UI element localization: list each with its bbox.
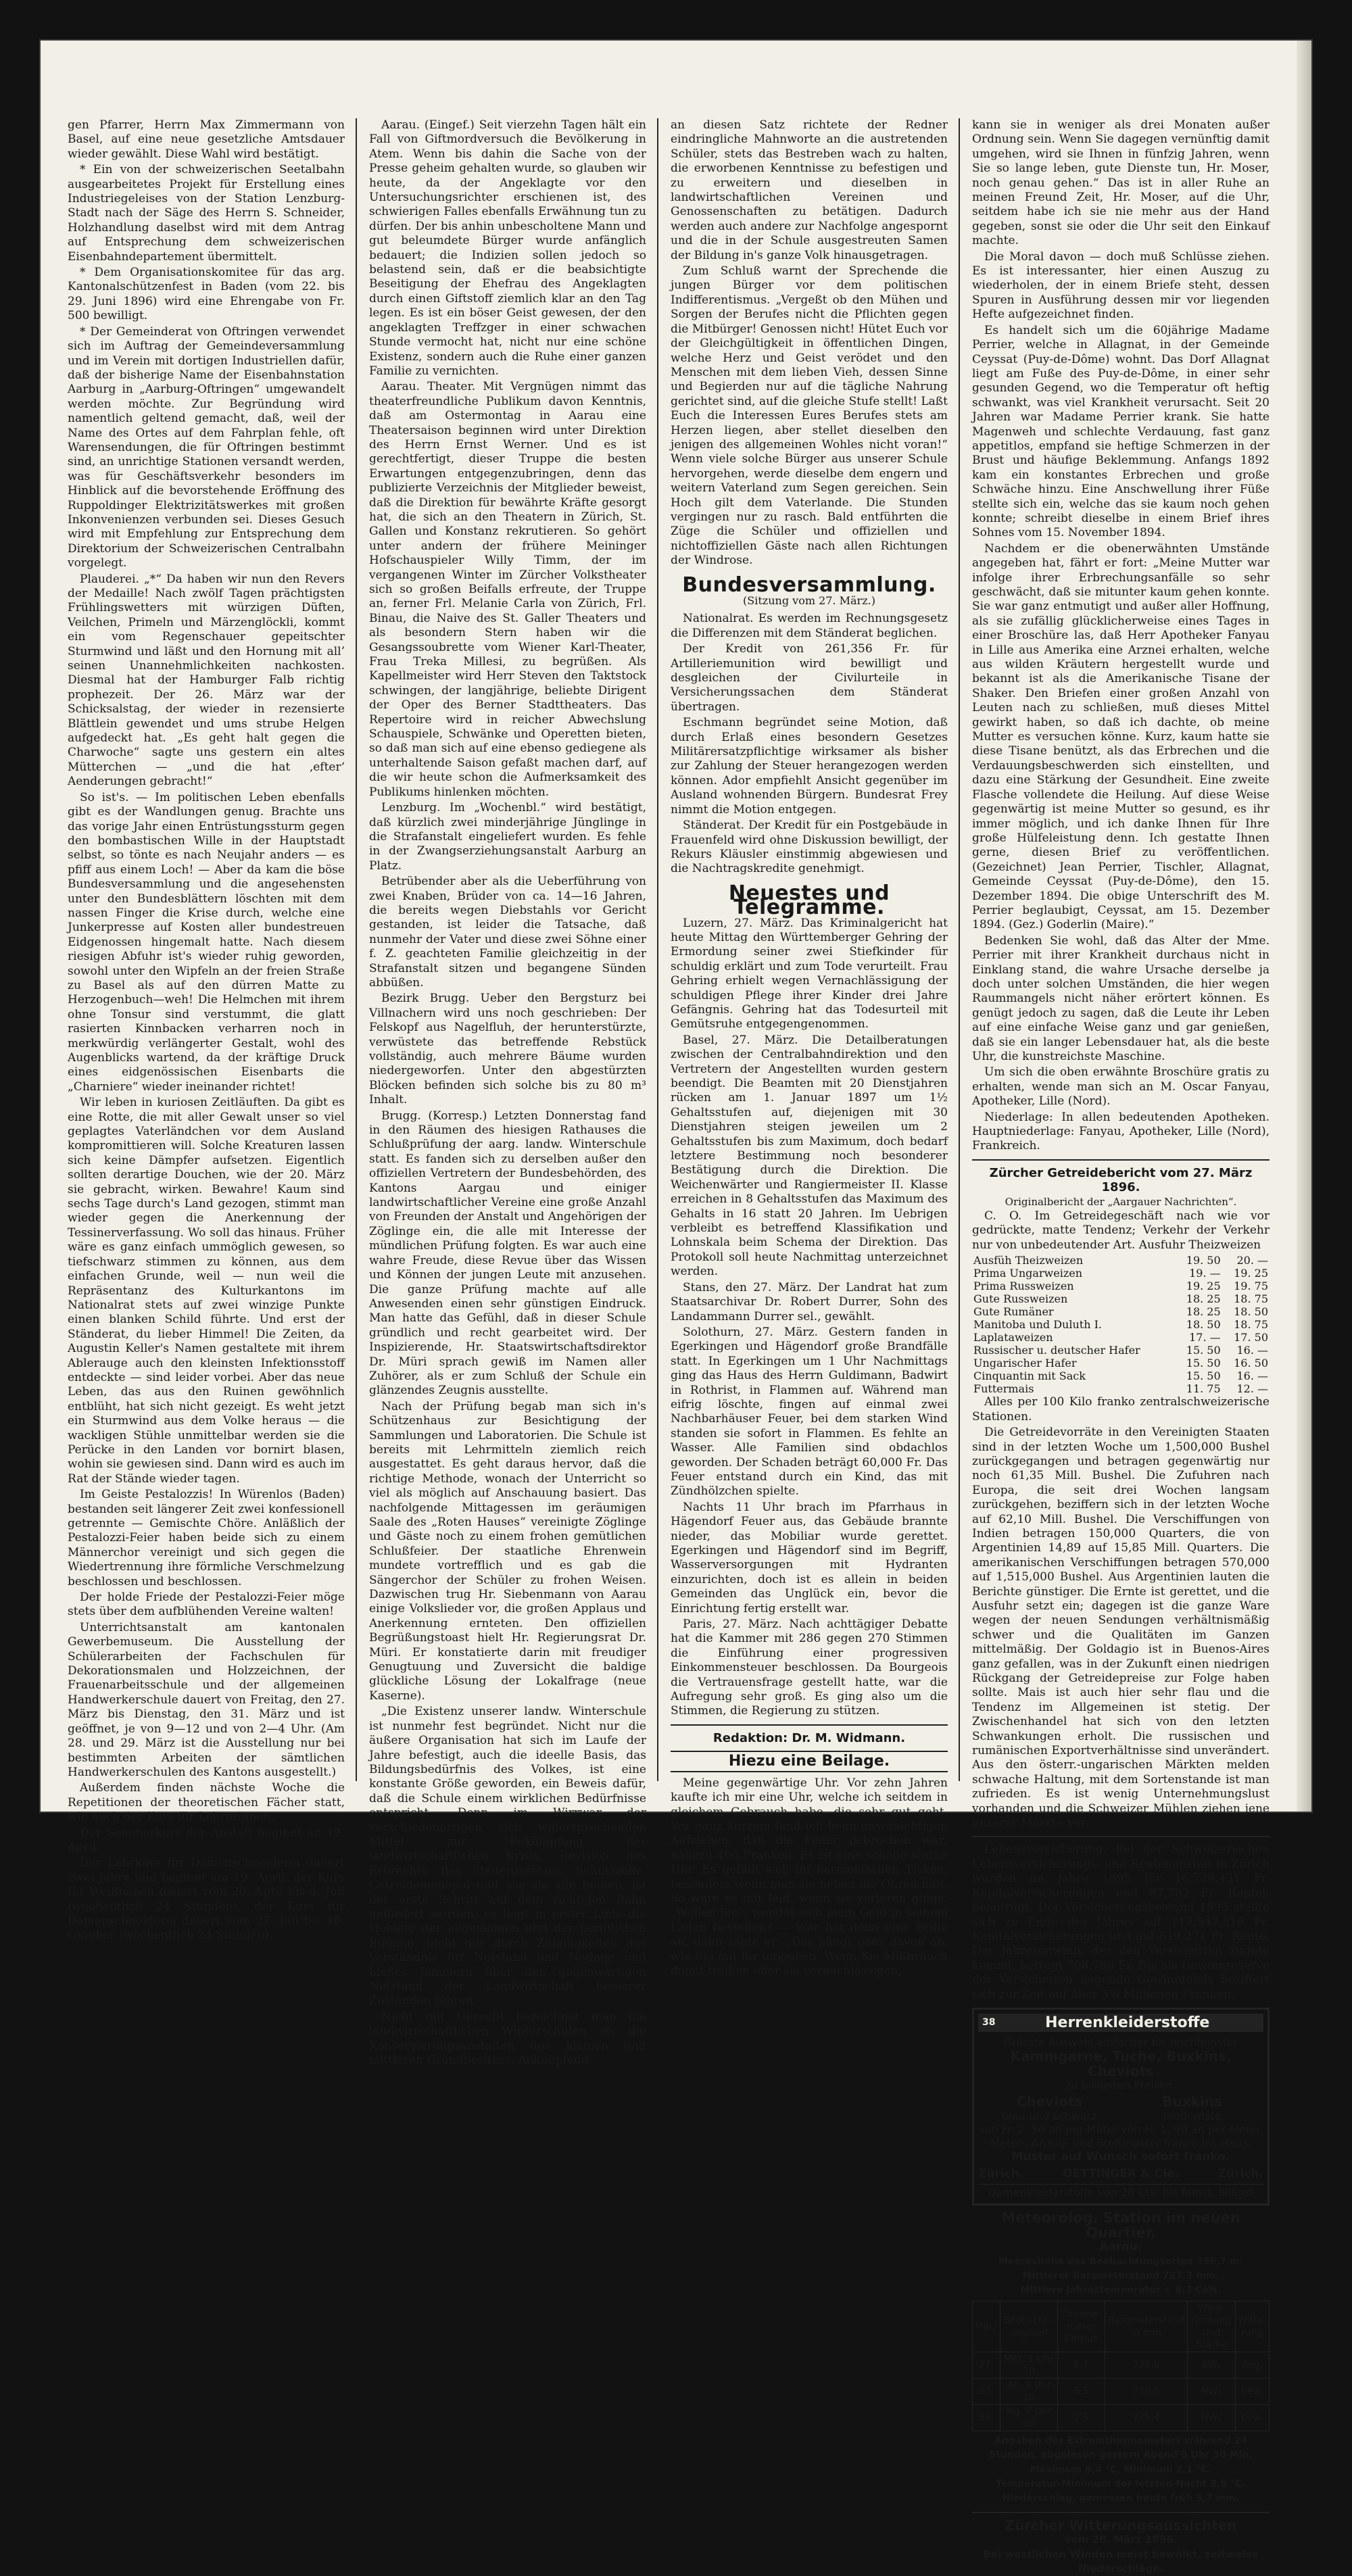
grain-name: Laplataweizen — [973, 1331, 1053, 1344]
grain-price-to: 12. — — [1236, 1382, 1268, 1396]
article-paragraph: Der Lehrkurs für Damenschneiderei dauert zwei Jahre und beginnt am 19. April, der Kurs für Weißnähen dauert vom 20. April bis 4. Juli (wöchentlich 24 Stunden), der Kurs für Damenschneiderei dauert vom 27. Juli bis 10. Oktober (wöchentlich 24 Stunden). — [68, 1856, 345, 1943]
weather-cell-day: 27. — [973, 2378, 1000, 2404]
ad-number: 38 — [982, 2016, 996, 2028]
grain-row — [972, 1267, 1270, 1280]
grain-price-to: 17. 50 — [1234, 1331, 1268, 1344]
grain-name: Gute Russweizen — [973, 1292, 1068, 1306]
meteo-precip: Niederschlag, gemessen heute früh 3,7 mm. — [1002, 2493, 1240, 2504]
divider — [671, 1724, 948, 1726]
ad-company-row — [978, 2167, 1263, 2181]
grain-name: Gute Rumäner — [973, 1305, 1054, 1319]
supplement-notice: Hiezu eine Beilage. — [671, 1751, 948, 1772]
page-edge — [1297, 41, 1311, 1812]
grain-price-to: 19. 75 — [1234, 1280, 1268, 1293]
weather-cell-wind: SW₂ — [1188, 2352, 1235, 2378]
article-paragraph: Außerdem finden nächste Woche die Repetitionen der theoretischen Fächer statt, wie auch der Kurs für Lehrerinnen. — [68, 1781, 345, 1824]
article-paragraph: Nicht mit Unrecht bezeichnet man die landwirtschaftlichen Winterschulen als die Konservierungsanstalten des kleinen und mittleren Grundbesitzes. Anknüpfend — [369, 2010, 646, 2068]
weather-row — [973, 2378, 1270, 2404]
meteo-extremes: Angaben des Extremthermometers während 24 Stunden, abgelesen gestern Abend 9 Uhr 30 Min. Maximum 9,4 °C. Minimum 2,1 °C. — [989, 2435, 1253, 2475]
divider — [972, 1836, 1270, 1837]
grain-row — [972, 1331, 1270, 1344]
article-paragraph: Aarau. Theater. Mit Vergnügen nimmt das theaterfreundliche Publikum davon Kenntnis, daß am Ostermontag in Aarau eine Theatersaison beginnen wird unter Direktion des Herrn Ernst Werner. Und es ist gerechtfertigt, dieser Truppe die besten Erwartungen entgegenzubringen, denn das publizierte Verzeichnis der Mitglieder beweist, daß die Direktion für bewährte Kräfte gesorgt hat, die sich an den Theatern in Zürich, St. Gallen und Konstanz rekrutieren. So gehört unter andern der frühere Meininger Hofschauspieler Willy Timm, der im vergangenen Winter im Zürcher Volkstheater sich so großen Beifalls erfreute, der Truppe an, ferner Frl. Melanie Carla von Zürich, Frl. Binau, die Naive des St. Galler Theaters und als besondern Stern haben wir die Gesangssoubrette vom Wiener Karl-Theater, Frau Treka Millesi, zu begrüßen. Als Kapellmeister wird Herr Steven den Taktstock schwingen, der langjährige, beliebte Dirigent der Oper des Berner Stadttheaters. Das Repertoire wird in reicher Abwechslung Schauspiele, Schwänke und Operetten bieten, so daß man sich auf eine ebenso gediegene als unterhaltende Saison gefaßt machen darf, auf die wir heute schon die Aufmerksamkeit des Publikums hinlenken möchten. — [369, 380, 646, 799]
grain-name: Ausfüh Theizweizen — [973, 1254, 1084, 1267]
article-paragraph: Solothurn, 27. März. Gestern fanden in Egerkingen und Hägendorf große Brandfälle statt. In Egerkingen um 1 Uhr Nachmittags ging das Haus des Herrn Guldimann, Badwirt in Rothrist, in Flammen auf. Während man eifrig löschte, fingen auf einmal zwei Nachbarhäuser Feuer, bei dem starken Wind standen sie sofort in Flammen. Es fehlte an Wasser. Alle Familien sind obdachlos geworden. Der Schaden beträgt 60,000 Fr. Das Feuer entstand durch ein Kind, das mit Zündhölzchen spielte. — [671, 1325, 948, 1499]
article-paragraph: Der holde Friede der Pestalozzi-Feier möge stets über dem aufblühenden Vereine walten! — [68, 1590, 345, 1619]
weather-row — [973, 2352, 1270, 2378]
article-paragraph: Die Getreidevorräte in den Vereinigten Staaten sind in der letzten Woche um 1,500,000 Bushel zurückgegangen und betragen gegenwärtig nur noch 61,35 Mill. Bushel. Die Zufuhren nach Europa, die seit drei Wochen langsam zurückgehen, beziffern sich in der letzten Woche auf 62,10 Mill. Bushel. Die Verschiffungen von Indien betragen 150,000 Quarters, die von Argentinien 14,89 auf 15,85 Mill. Quarters. Die amerikanischen Verschiffungen betragen 570,000 auf 1,515,000 Bushel. Aus Argentinien lauten die Berichte günstiger. Die Ernte ist gerettet, und die Ausfuhr setzt ein; dagegen ist die ganze Ware wegen der neuen Sendungen verhältnismäßig schwer und die Qualitäten im Ganzen mittelmäßig. Der Goldagio ist in Buenos-Aires ganz gefallen, was in der Zukunft einen niedrigen Rückgang der Getreidepreise zur Folge haben sollte. Mais ist auch hier sehr flau und die Tendenz im Allgemeinen ist stetig. Der Zwischenhandel hat sich von den letzten Schwankungen erholt. Die russischen und rumänischen Exportverhältnisse sind unverändert. Aus den österr.-ungarischen Märkten melden schwache Haltung, mit dem Sortenstande ist man zufrieden. Es ist wenig Unternehmungslust vorhanden und die Schweizer Mühlen ziehen jene unserer Märkte vor. — [972, 1426, 1270, 1830]
meteo-line: Mittlere Jahrestemperatur + 8,3 Cels. — [1020, 2285, 1222, 2296]
weather-cell-time: Mg. 7 Uhr 30 — [1000, 2404, 1057, 2431]
divider — [972, 1159, 1270, 1161]
grain-name: Russischer u. deutscher Hafer — [973, 1344, 1140, 1357]
grain-report-title: Zürcher Getreidebericht vom 27. März 1896. — [989, 1165, 1253, 1195]
article-paragraph: Basel, 27. März. Die Detailberatungen zwischen der Centralbahndirektion und den Vertretern der Angestellten wurden gestern beendigt. Die Beamten mit 20 Dienstjahren rücken am 1. Januar 1897 um 1½ Gehaltsstufen auf, diejenigen mit 30 Dienstjahren steigen jeweilen um 2 Gehaltsstufen bis zum Maximum, doch bedarf letztere Bestimmung noch besonderer Bestätigung durch die Direktion. Die Weichenwärter und Rangiermeister II. Klasse erreichen in 8 Gehaltsstufen das Maximum des Gehalts in 16 statt 20 Jahren. Im Uebrigen verbleibt es betreffend Klassifikation und Lohnskala beim Schema der Direktion. Das Protokoll soll heute Nachmittag unterzeichnet werden. — [671, 1033, 948, 1279]
article-paragraph: an diesen Satz richtete der Redner eindringliche Mahnworte an die austretenden Schüler, stets das Bestreben wach zu halten, die erworbenen Kenntnisse zu befestigen und zu erweitern und dieselben in landwirtschaftlichen Vereinen und Genossenschaften zu betätigen. Dadurch werden auch andere zur Nachfolge angespornt und die in der Schule ausgestreuten Samen der Bildung in's ganze Volk hinausgetragen. — [671, 118, 948, 262]
weather-cell-day: 28. — [973, 2404, 1000, 2431]
ad-line: Kammgarne, Tuche, Buxkins, Cheviots — [1010, 2048, 1232, 2079]
grain-price-to: 16. — — [1236, 1344, 1268, 1357]
weather-cell-wx: bew. — [1235, 2404, 1269, 2431]
grain-price-from: 15. 50 — [1186, 1357, 1221, 1370]
grain-price-table — [972, 1254, 1270, 1395]
ad-col-cheviots — [978, 2095, 1120, 2136]
article-paragraph: Es handelt sich um die 60jährige Madame Perrier, welche in Allagnat, in der Gemeinde Ceyssat (Puy-de-Dôme) wohnt. Das Dorf Allagnat liegt am Fuße des Puy-de-Dôme, in einer sehr gesunden Gegend, wo die Temperatur oft heftig schwankt, was viel Krankheit verursacht. Seit 20 Jahren war Madame Perrier krank. Sie hatte Magenweh und schlechte Verdauung, fast ganz appetitlos, empfand sie heftige Schmerzen in der Brust und häufige Beklemmung. Anfangs 1892 kam ein konstantes Erbrechen und große Schwäche hinzu. Eine Anschwellung ihrer Füße stellte sich ein, welche das sie kaum noch gehen konnte; schreibt dieselbe in einem Brief ihres Sohnes vom 15. November 1894. — [972, 323, 1270, 540]
newspaper-page — [41, 41, 1311, 2575]
section-subtitle: (Sitzung vom 27. März.) — [743, 594, 875, 607]
grain-row — [972, 1254, 1270, 1267]
weather-header: Thermo-meter Celsius — [1057, 2301, 1105, 2352]
column-2 — [369, 118, 646, 2068]
forecast-date: vom 28. März 1896. — [1064, 2533, 1178, 2546]
grain-row — [972, 1357, 1270, 1369]
article-paragraph: Betrübender aber als die Ueberführung von zwei Knaben, Brüder von ca. 14—16 Jahren, die bereits wegen Diebstahls vor Gericht gestanden, ist leider die Tatsache, daß nunmehr der Vater und diese zwei Söhne einer f. Z. geachteten Familie gleichzeitig in der Strafanstalt sitzen und begangene Sünden abbüßen. — [369, 875, 646, 990]
column-rule — [959, 118, 960, 1781]
grain-name: Ungarischer Hafer — [973, 1357, 1077, 1370]
grain-price-from: 15. 50 — [1186, 1369, 1221, 1383]
grain-name: Futtermais — [973, 1382, 1034, 1396]
article-paragraph: Lenzburg. Im „Wochenbl.“ wird bestätigt, daß kürzlich zwei minderjährige Jünglinge in die Strafanstalt eingeliefert wurden. Es fehle in der Zwangserziehungsanstalt Aarburg an Platz. — [369, 801, 646, 873]
article-paragraph: Bezirk Brugg. Ueber den Bergsturz bei Villnachern wird uns noch geschrieben: Der Felskopf aus Nagelfluh, der herunterstürzte, verwüstete das betreffende Rebstück vollständig, auch mehrere Bäume wurden niedergeworfen. Unter den abgestürzten Blöcken befinden sich solche bis zu 80 m³ Inhalt. — [369, 992, 646, 1107]
ad-line: zu billigsten Preisen. — [1065, 2079, 1177, 2092]
weather-cell-wind: NW₂ — [1188, 2378, 1235, 2404]
meteo-minimum: Temperatur-Minimum der letzten Nacht 2,5 °C. — [996, 2479, 1246, 2490]
grain-price-to: 20. — — [1236, 1254, 1268, 1267]
meteo-line: Mittlerer Barometerstand 727,3 mm. — [1022, 2270, 1220, 2281]
grain-report-lead: C. O. Im Getreidegeschäft nach wie vor gedrückte, matte Tendenz; Verkehr der Verkehr nur von unbedeutender Art. Ausfuhr Theizweizen — [972, 1209, 1270, 1252]
grain-row — [972, 1292, 1270, 1305]
article-paragraph: * Der Gemeinderat von Oftringen verwendet sich im Auftrag der Gemeindeversammlung und im Verein mit dortigen Industriellen dafür, daß der bisherige Name der Eisenbahnstation Aarburg in „Aarburg-Oftringen“ umgewandelt werden möchte. Zur Begründung wird namentlich geltend gemacht, daß, weil der Name des Ortes auf dem Fahrplan fehle, oft Warensendungen, die für Oftringen bestimmt sind, an unrichtige Stationen versandt werden, was für Geschäftsverkehr besonders im Hinblick auf die bevorstehende Eröffnung des Ruppoldinger Elektrizitätswerkes mit großen Inkonvenienzen verbunden sei. Dieses Gesuch wird mit Empfehlung zur Entsprechung dem Direktorium der Schweizerischen Centralbahn vorgelegt. — [68, 324, 345, 570]
grain-price-from: 19. — — [1189, 1267, 1221, 1280]
article-paragraph: Paris, 27. März. Nach achttägiger Debatte hat die Kammer mit 286 gegen 270 Stimmen die Einführung einer progressiven Einkommensteuer beschlossen. Da Bourgeois die Vertrauensfrage gestellt hatte, war die Aufregung sehr groß. Es ging also um die Stimmen, die Regierung zu stützen. — [671, 1618, 948, 1718]
article-paragraph: Im Geiste Pestalozzis! In Würenlos (Baden) bestanden seit längerer Zeit zwei konfessionell getrennte — Gemischte Chöre. Anläßlich der Pestalozzi-Feier haben beide sich zu einem Männerchor vereinigt und sich gegen die Wiedertrennung ihre förmliche Verschmelzung beschlossen und beschlossen. — [68, 1488, 345, 1588]
section-title-bundesversammlung: Bundesversammlung. — [682, 573, 936, 597]
weather-cell-day: 27. — [973, 2352, 1000, 2378]
article-paragraph: Stans, den 27. März. Der Landrat hat zum Staatsarchivar Dr. Robert Durrer, Sohn des Landammann Durrer sel., gewählt. — [671, 1280, 948, 1323]
article-paragraph: „Die Existenz unserer landw. Winterschule ist nunmehr fest begründet. Nicht nur die äußere Organisation hat sich im Laufe der Jahre befestigt, auch die ideelle Basis, das Bildungsbedürfnis des Volkes, ist eine konstante Größe geworden, ein Beweis dafür, daß die Schule einem wirklichen Bedürfnisse entspricht. Denn im Wirrwar der verschiedenartigen sich widersprechenden Mittel zur Bekämpfung der landwirtschaftlichen Krisis, Revision des Erbrechts, des Steuergesetzes, Schutzzölle, Getreidemonopol und wie sie alle heißen, ist der erste Schritt auf dem richtigen Bahn gefördert worden; es liegt in erster Linie die Hebung der allgemeinen und der beruflichen Bildung, nicht nur durch Zufälligkeiten das Verständnis für Notstand und Notlage und bloßes Jammern über den gegenwärtigen Notstand der Landwirtschaft besserer Zuständen führen. — [369, 1705, 646, 2008]
ad-columns — [978, 2095, 1263, 2136]
grain-name: Manitoba und Duluth I. — [973, 1318, 1102, 1332]
ad-col-price: von Fr. 1. 90 an per Meter. — [1121, 2122, 1263, 2136]
article-paragraph: gen Pfarrer, Herrn Max Zimmermann von Basel, auf eine neue gesetzliche Amtsdauer wieder gewählt. Diese Wahl wird bestätigt. — [68, 118, 345, 161]
article-paragraph: * Dem Organisationskomitee für das arg. Kantonalschützenfest in Baden (vom 22. bis 29. Juni 1896) wird eine Ehrengabe von Fr. 500 bewilligt. — [68, 266, 345, 323]
grain-row — [972, 1344, 1270, 1357]
article-paragraph: Nachdem er die obenerwähnten Umstände angegeben hat, fährt er fort: „Meine Mutter war infolge ihrer Erbrechungsanfälle so sehr geschwächt, daß sie mitunter kaum gehen konnte. Sie war ganz entmutigt und außer aller Hoffnung, als sie zufällig glücklicherweise eines Tages in einer Broschüre las, daß Herr Apotheker Fanyau in Lille aus Amerika eine Arznei erhalten, welche aus wilden Kräutern hergestellt wurde und bekannt ist als die Amerikanische Tisane der Shaker. Den Briefen einer großen Anzahl von Leuten nach zu schließen, muß dieses Mittel gewirkt haben, so daß ich dachte, ob meine Mutter es versuchen könne. Kurz, kaum hatte sie diese Tisane benützt, als das Erbrechen und die Verdauungsbeschwerden sich einstellten, und dazu eine Stärkung der Gesundheit. Eine zweite Flasche vollendete die Heilung. Auf diese Weise gegenwärtig ist meine Mutter so gesund, es ihr immer möglich, und ich danke Ihnen für Ihre große Hülfeleistung denn. Ich gestatte Ihnen gerne, diesen Brief zu veröffentlichen. (Gezeichnet) Jean Perrier, Tischler, Allagnat, Gemeinde Ceyssat (Puy-de-Dôme), den 15. Dezember 1894. Die obige Unterschrift des M. Perrier beglaubigt, Ceyssat, am 15. Dezember 1894. (Gez.) Goderlin (Maire).“ — [972, 541, 1270, 932]
forecast-text: Bei westlichen Winden meist bewölkt, zeitweise Niederschläge. — [983, 2548, 1259, 2575]
ad-col-buxkins — [1121, 2095, 1263, 2136]
article-paragraph: Ständerat. Der Kredit für ein Postgebäude in Frauenfeld wird ohne Diskussion bewilligt, der Rekurs Kläusler einstimmig abgewiesen und die Nachtragskredite genehmigt. — [671, 819, 948, 876]
grain-name: Prima Ungarweizen — [973, 1267, 1083, 1280]
ad-footer: Damenkleiderstoffe von 28 Cts. bis feinst, billigst — [978, 2184, 1263, 2200]
column-1 — [68, 118, 345, 1943]
article-paragraph: Die Moral davon — doch muß Schlüsse ziehen. Es ist interessanter, hier einen Auszug zu wiederholen, der in einem Briefe steht, dessen Spuren in Ausführung dessen mir vor liegenden Hefte aufgezeichnet finden. — [972, 249, 1270, 322]
grain-row — [972, 1280, 1270, 1292]
grain-price-to: 16. — — [1236, 1369, 1268, 1383]
ad-title — [978, 2014, 1263, 2032]
grain-row — [972, 1305, 1270, 1318]
weather-header: Wind-richtung und Stärke — [1188, 2301, 1235, 2352]
ad-line: Muster auf Wunsch sofort franko. — [1011, 2149, 1230, 2164]
column-rule — [356, 118, 357, 1781]
grain-price-from: 19. 50 — [1186, 1254, 1221, 1267]
weather-cell-wx: Reg. — [1235, 2352, 1269, 2378]
grain-price-to: 18. 50 — [1234, 1305, 1268, 1319]
divider — [972, 2512, 1270, 2513]
column-rule — [657, 118, 658, 1781]
grain-row — [972, 1382, 1270, 1395]
article-paragraph: Nachts 11 Uhr brach im Pfarrhaus in Hägendorf Feuer aus, das Gebäude brannte nieder, das Mobiliar wurde gerettet. Egerkingen und Hägendorf sind im Begriff, Wasserversorgungen mit Hydranten einzurichten, doch ist es allein in beiden Gemeinden das Unglück ein, bevor die Einrichtung fertig erstellt war. — [671, 1500, 948, 1615]
article-paragraph: Aarau. (Eingef.) Seit vierzehn Tagen hält ein Fall von Giftmordversuch die Bevölkerung in Atem. Wenn bis dahin die Sache von der Presse geheim gehalten wurde, so glauben wir heute, da der Angeklagte vor den Untersuchungsrichter erschienen ist, des schwierigen Falles ebenfalls Erwähnung tun zu dürfen. Der bis anhin unbescholtene Mann und gut beleumdete Bürger wurde anfänglich bedauert; die Indizien sollen jedoch so belastend sein, daß er die beabsichtigte Beseitigung der Ehefrau des Angeklagten durch einen Giftstoff ziemlich klar an den Tag legen. Es ist ein böser Geist gewesen, der den angeklagten Treffzger in einer schwachen Stunde vermocht hat, nicht nur eine schöne Existenz, sondern auch die Ruhe einer ganzen Familie zu vernichten. — [369, 118, 646, 378]
grain-price-from: 18. 25 — [1186, 1292, 1221, 1306]
grain-name: Cinquantin mit Sack — [973, 1369, 1086, 1383]
article-paragraph: * Ein von der schweizerischen Seetalbahn ausgearbeitetes Projekt für Erstellung eines Industriegeleises von der Station Lenzburg-Stadt nach der Säge des Herrn S. Schneider, Holzhandlung daselbst wird mit dem Antrag auf Entsprechung dem schweizerischen Eisenbahndepartement übermittelt. — [68, 163, 345, 264]
weather-table — [972, 2301, 1270, 2431]
weather-cell-wind: NW₂ — [1188, 2404, 1235, 2431]
section-title-neuestes: Neuestes und Telegramme. — [728, 881, 890, 920]
grain-price-to: 18. 75 — [1234, 1318, 1268, 1332]
article-paragraph: Nationalrat. Es werden im Rechnungsgesetz die Differenzen mit dem Ständerat beglichen. — [671, 612, 948, 640]
grain-price-to: 18. 75 — [1234, 1292, 1268, 1306]
article-paragraph: Niederlage: In allen bedeutenden Apotheken. Hauptniederlage: Fanyau, Apotheker, Lille (Nord), Frankreich. — [972, 1110, 1270, 1153]
article-paragraph: Luzern, 27. März. Das Kriminalgericht hat heute Mittag den Württemberger Gehring der Ermordung seiner zwei Stiefkinder für schuldig erklärt und zum Tode verurteilt. Frau Gehring erhielt wegen Vernachlässigung der schuldigen Pflege ihrer Kinder drei Jahre Gefängnis. Gehring hat das Todesurteil mit Gemütsruhe entgegengenommen. — [671, 916, 948, 1031]
article-paragraph: Lebensversicherung. Bei der Schweizerischen Lebensversicherungs- und Rentenanstalt in Zürich wurden im Jahre 1895 für 16,728,431 Fr. Kapitalversicherungen und 87,782 Fr. Renten beantragt. Der Versicherungsbestand 1895 stellte sich zu Ende des Jahres auf 117,547,516 Fr. Kapitalversicherungen und auf 519,271 Fr. Rente. Der Jahresgewinn, der den Versicherten zugute kommt, beträgt 708,788 Fr. Die als Gewinnreserve der Versicherten liegende Gewinnfonds beziffert sich zur Zeit auf über 5¼ Millionen Franken. — [972, 1843, 1270, 2001]
column-4 — [972, 118, 1270, 2575]
weather-row — [973, 2404, 1270, 2431]
weather-header: Witte-rung — [1235, 2301, 1269, 2352]
weather-cell-temp: 5,5 — [1057, 2378, 1105, 2404]
article-paragraph: kann sie in weniger als drei Monaten außer Ordnung sein. Wenn Sie dagegen vernünftig damit umgehen, wird sie Ihnen in fünfzig Jahren, wenn Sie so lange leben, gute Dienste tun, Hr. Moser, noch genau gehen.“ Das ist in aller Ruhe an meinen Freund Zeit, Hr. Moser, auf die Uhr, seitdem habe ich sie nie mehr aus der Hand gegeben, sonst sie oder die Uhr seit den Einkauf machte. — [972, 118, 1270, 248]
meteo-title: Meteorolog. Station im neuen Quartier, — [1001, 2210, 1240, 2241]
grain-name: Prima Russweizen — [973, 1280, 1074, 1293]
grain-price-from: 15. 50 — [1186, 1344, 1221, 1357]
grain-report-subtitle: Originalbericht der „Aargauer Nachrichten“. — [1005, 1195, 1237, 1208]
article-paragraph: Wir leben in kuriosen Zeitläuften. Da gibt es eine Rotte, die mit aller Gewalt unser so viel geplagtes Vaterländchen vor dem Ausland kompromittieren will. Solche Kreaturen lassen sich keine Dämpfer aufsetzen. Eigentlich sollten derartige Douchen, wie der 20. März sie gebracht, wirken. Bewahre! Kaum sind sechs Tage durch's Land gezogen, stimmt man wieder gegen die Anerkennung der Tessinerverfassung. Wo soll das hinaus. Früher wäre es ganz einfach ummöglich gewesen, so tiefschwarz stimmen zu können, aus dem einfachen Grunde, weil — nun weil die Repräsentanz des Kulturkantons im Nationalrat stets auf zwei winzige Punkte einen blanken Schild führte. Und erst der Ständerat, du lieber Himmel! Die Zeiten, da Augustin Keller's Namen gestaltete mit ihrem Ablerauge auch den kleinsten Infektionsstoff entdeckte — sind leider vorbei. Aber das neue Leben, das aus den Ruinen gewöhnlich entblüht, hat sich nicht gezeigt. Es weht jetzt ein Sturmwind aus dem Volke heraus — die wackligen Stühle unmittelbar werden sie die Perücke in den Landen vor bornirt blasen, wohin sie gewiesen sind. Dann wird es auch im Rat der Stände wieder tagen. — [68, 1096, 345, 1486]
article-paragraph: Brugg. (Korresp.) Letzten Donnerstag fand in den Räumen des hiesigen Rathauses die Schlußprüfung der aarg. landw. Winterschule statt. Es fanden sich zu derselben außer den offiziellen Vertretern der Bundesbehörden, des Kantons Aargau und einiger landwirtschaftlicher Vereine eine große Anzahl von Freunden der Anstalt und Angehörigen der Zöglinge ein, die alle mit Interesse der mündlichen Prüfung folgten. Es war auch eine wahre Freude, diese Revue über das Wissen und Können der jungen Leute mit anzusehen. Die ganze Prüfung machte auf alle Anwesenden einen sehr günstigen Eindruck. Man hatte das Gefühl, daß in dieser Schule gründlich und recht gearbeitet wird. Der Inspizierende, Hr. Staatswirtschaftsdirektor Dr. Müri sprach gewiß im Namen aller Zuhörer, als er zum Schluß der Schule ein glänzendes Zeugnis ausstellte. — [369, 1109, 646, 1398]
grain-price-from: 18. 50 — [1186, 1318, 1221, 1332]
weather-cell-time: Mitt. 1 Uhr 30 — [1000, 2352, 1057, 2378]
weather-cell-time: Ab. 9 Uhr 30 — [1000, 2378, 1057, 2404]
meteo-line: Meereshöhe des Beobachtungsortes 396,7 m. — [998, 2256, 1243, 2267]
ad-line: Meter-, Anzug- und Stoffmuster franco ins Haus. — [990, 2136, 1251, 2149]
weather-cell-wx: bew. — [1235, 2378, 1269, 2404]
weather-cell-baro: 725,9 — [1105, 2352, 1187, 2378]
article-paragraph: Meine gegenwärtige Uhr. Vor zehn Jahren kaufte ich mir eine Uhr, welche ich seitdem in gleichem Gebrauch habe, die sehr gut geht. Vor ganz kurzem fand ich beim unvorsichtigen Aufziehen, daß die Feder gebrochen war; nahezu 400 Franken. Es ist eine schöne starke Uhr. Es gefällt sich im harmonischen Ticken, besonders wenn man sie neben die Ohren hält. So wäre es mir leid, wenn sie verloren ginge. „Wollen Sie“, wendet sich mein Geld in seinem Laden bestellen? — Wer hat denn eine Brille an, dann sagte er: „Das hängt ganz davon ab, wie Sie mit ihr umgehen. Wenn Sie Mißbrauch damit treiben oder sie vernachlässigen, — [671, 1776, 948, 1978]
ad-col-title: Buxkins — [1162, 2093, 1222, 2110]
article-paragraph: Unterrichtsanstalt am kantonalen Gewerbemuseum. Die Ausstellung der Schülerarbeiten der Fachschulen für Dekorationsmalen und Holzzeichnen, der Frauenarbeitsschule und der allgemeinen Handwerkerschule dauert von Freitag, den 27. März bis Dienstag, den 31. März und ist geöffnet, je von 9—12 und von 2—4 Uhr. (Am 28. und 29. März ist die Ausstellung nur bei bestimmten Arbeiten der sämtlichen Handwerkerschulen des Kantons ausgestellt.) — [68, 1620, 345, 1779]
grain-row — [972, 1318, 1270, 1331]
grain-price-from: 19. 25 — [1186, 1280, 1221, 1293]
weather-cell-temp: 6,7 — [1057, 2352, 1105, 2378]
article-paragraph: Bedenken Sie wohl, daß das Alter der Mme. Perrier mit ihrer Krankheit durchaus nicht in Einklang stand, die wahre Ursache derselbe ja doch unter solchen Umständen, die hier wegen Raummangels nicht näher erörtert können. Es genügt jedoch zu sagen, daß die Leute ihr Leben auf eine einfache Weise ganz und gar genießen, daß sie ein langer Lebensdauer hat, als die beste Uhr, die kunstreichste Maschine. — [972, 933, 1270, 1063]
editor-line: Redaktion: Dr. M. Widmann. — [713, 1730, 906, 1745]
article-paragraph: Nach der Prüfung begab man sich in's Schützenhaus zur Besichtigung der Sammlungen und Laboratorien. Die Schule ist bereits mit Lehrmitteln ziemlich reich ausgestattet. Es geht daraus hervor, daß die richtige Methode, wonach der Unterricht so viel als möglich auf Anschauung basiert. Das nachfolgende Mittagessen im geräumigen Saale des „Roten Hauses“ vereinigte Zöglinge und Gäste noch zu einem frohen gemütlichen Schlußfeier. Der staatliche Ehrenwein mundete vortrefflich und es gab die Sängerchor der Schüler zu frohen Weisen. Dazwischen trug Hr. Siebenmann von Aarau einige Volkslieder vor, die großen Applaus und Anerkennung ernteten. Den offiziellen Begrüßungstoast hielt Hr. Regierungsrat Dr. Müri. Er konstatierte darin mit freudiger Genugtuung und Zuversicht die baldige glückliche Lösung der Lokalfrage (neue Kaserne). — [369, 1399, 646, 1703]
meteo-place: Aarau: — [1099, 2240, 1142, 2254]
article-paragraph: Der Sommerkurs der Anstalt beginnt an 19. April. — [68, 1826, 345, 1854]
grain-price-from: 18. 25 — [1186, 1305, 1221, 1319]
article-paragraph: So ist's. — Im politischen Leben ebenfalls gibt es der Wandlungen genug. Brachte uns das vorige Jahr einen Entrüstungssturm gegen den bombastischen Wille in der Hauptstadt selbst, so tönte es nach Neujahr anders — es pfiff aus einem Loch! — Aber da kam die böse Bundesversammlung und die angesehensten unter den Bundesblättern löschten mit dem nassen Finger die Krise durch, welche eine Junkerpresse auf Kosten aller bundestreuen Eidgenossen hingemalt hatte. Nach diesem riesigen Abfuhr ist's wieder ruhig geworden, sowohl unter den Wipfeln an der freien Straße zu Basel als auf den dürren Matte zu Herzogenbuch—weh! Die Helmchen mit ihrem ohne Tonsur sind verstummt, die glatt rasierten Kinnbacken verharren noch in merkwürdig verlängerter Gestalt, wohl des Augenblicks wartend, da der kräftige Druck eines eidgenössischen Eisenbarts die „Charniere“ wieder ineinander richtet! — [68, 790, 345, 1094]
weather-cell-baro: 725,4 — [1105, 2404, 1187, 2431]
article-paragraph: Eschmann begründet seine Motion, daß durch Erlaß eines besondern Gesetzes Militärersatzpflichtige wirksamer als bisher zur Zahlung der Steuer herangezogen werden können. Ador empfiehlt Ansicht gegenüber im Ausland wohnenden Bürgern. Bundesrat Frey nimmt die Motion entgegen. — [671, 716, 948, 817]
weather-header: Barometerstand in mm — [1105, 2301, 1187, 2352]
ad-company: OETTINGER & Cie. — [1063, 2166, 1179, 2181]
column-3 — [671, 118, 948, 1978]
article-paragraph: Um sich die oben erwähnte Broschüre gratis zu erhalten, wende man sich an M. Oscar Fanyau, Apotheker, Lille (Nord). — [972, 1065, 1270, 1109]
ad-line: Grösste Auswahl einfacher bis hochfeinster — [1003, 2036, 1238, 2049]
forecast-title: Zürcher Witterungsaussichten — [1005, 2517, 1237, 2533]
article-paragraph: Der Kredit von 261,356 Fr. für Artilleriemunition wird bewilligt und desgleichen der Civilurteile in Versicherungssachen dem Ständerat übertragen. — [671, 642, 948, 714]
article-paragraph: Alles per 100 Kilo franko zentralschweizerische Stationen. — [972, 1395, 1270, 1424]
ad-col-desc: blau und schwarz — [1002, 2109, 1097, 2122]
grain-price-from: 17. — — [1189, 1331, 1221, 1344]
grain-row — [972, 1369, 1270, 1382]
weather-cell-temp: 2,5 — [1057, 2404, 1105, 2431]
weather-cell-baro: 728,8 — [1105, 2378, 1187, 2404]
ad-city: Zürich. — [1217, 2166, 1263, 2181]
ad-col-desc: modernste — [1163, 2109, 1222, 2122]
grain-price-from: 11. 75 — [1186, 1382, 1221, 1396]
grain-price-to: 19. 25 — [1234, 1267, 1268, 1280]
ad-city: Zürich. — [978, 2166, 1024, 2181]
article-paragraph: Zum Schluß warnt der Sprechende die jungen Bürger vor dem politischen Indifferentismus. „Vergeßt ob den Mühen und Sorgen der Berufes nicht die Pflichten gegen die Mitbürger! Genossen nicht! Hütet Euch vor der Gleichgültigkeit in öffentlichen Dingen, welche Herz und Geist verödet und den Menschen mit dem lieben Vieh, dessen Sinne und Begierden nur auf die tägliche Nahrung gerichtet sind, auf die gleiche Stufe stellt! Laßt Euch die Interessen Eures Berufes stets am Herzen liegen, aber stellet dieselben den jenigen des allgemeinen Wohles nicht voran!“ Wenn viele solche Bürger aus unserer Schule hervorgehen, werde dieselbe dem engern und weitern Vaterland zum Segen gereichen. Sein Hoch gilt dem Vaterlande. Die Stunden vergingen nur zu rasch. Bald entführten die Züge die Schüler und offiziellen und nichtoffiziellen Gäste nach allen Richtungen der Windrose. — [671, 264, 948, 568]
ad-title-text: Herrenkleiderstoffe — [1045, 2014, 1210, 2031]
ad-col-price: von Fr. 2. 50 an per Meter. — [978, 2122, 1121, 2136]
article-paragraph: Plauderei. „*“ Da haben wir nun den Revers der Medaille! Nach zwölf Tagen prächtigsten Frühlingswetters mit würzigen Düften, Veilchen, Primeln und Märzenglöckli, kommt ein vom Regenschauer gepeitschter Sturmwind und läßt und den Hornung mit all’ seinen Unannehmlichkeiten nachkosten. Diesmal hat der Hamburger Falb richtig prophezeit. Der 26. März war der Schicksalstag, der wieder in rezensierte Blättlein gewendet und ums strube Helgen aufgedeckt hat. „Es geht halt gegen die Charwoche“ sagte uns gestern ein altes Mütterchen — „und die hat ‚efter‘ Aenderungen gebracht!“ — [68, 572, 345, 789]
weather-header: Beobacht.-ungszeit — [1000, 2301, 1057, 2352]
grain-price-to: 16. 50 — [1234, 1357, 1268, 1370]
weather-header: März — [973, 2301, 1000, 2352]
ad-col-title: Cheviots — [1016, 2093, 1083, 2110]
advertisement-herrenkleiderstoffe — [972, 2008, 1270, 2206]
